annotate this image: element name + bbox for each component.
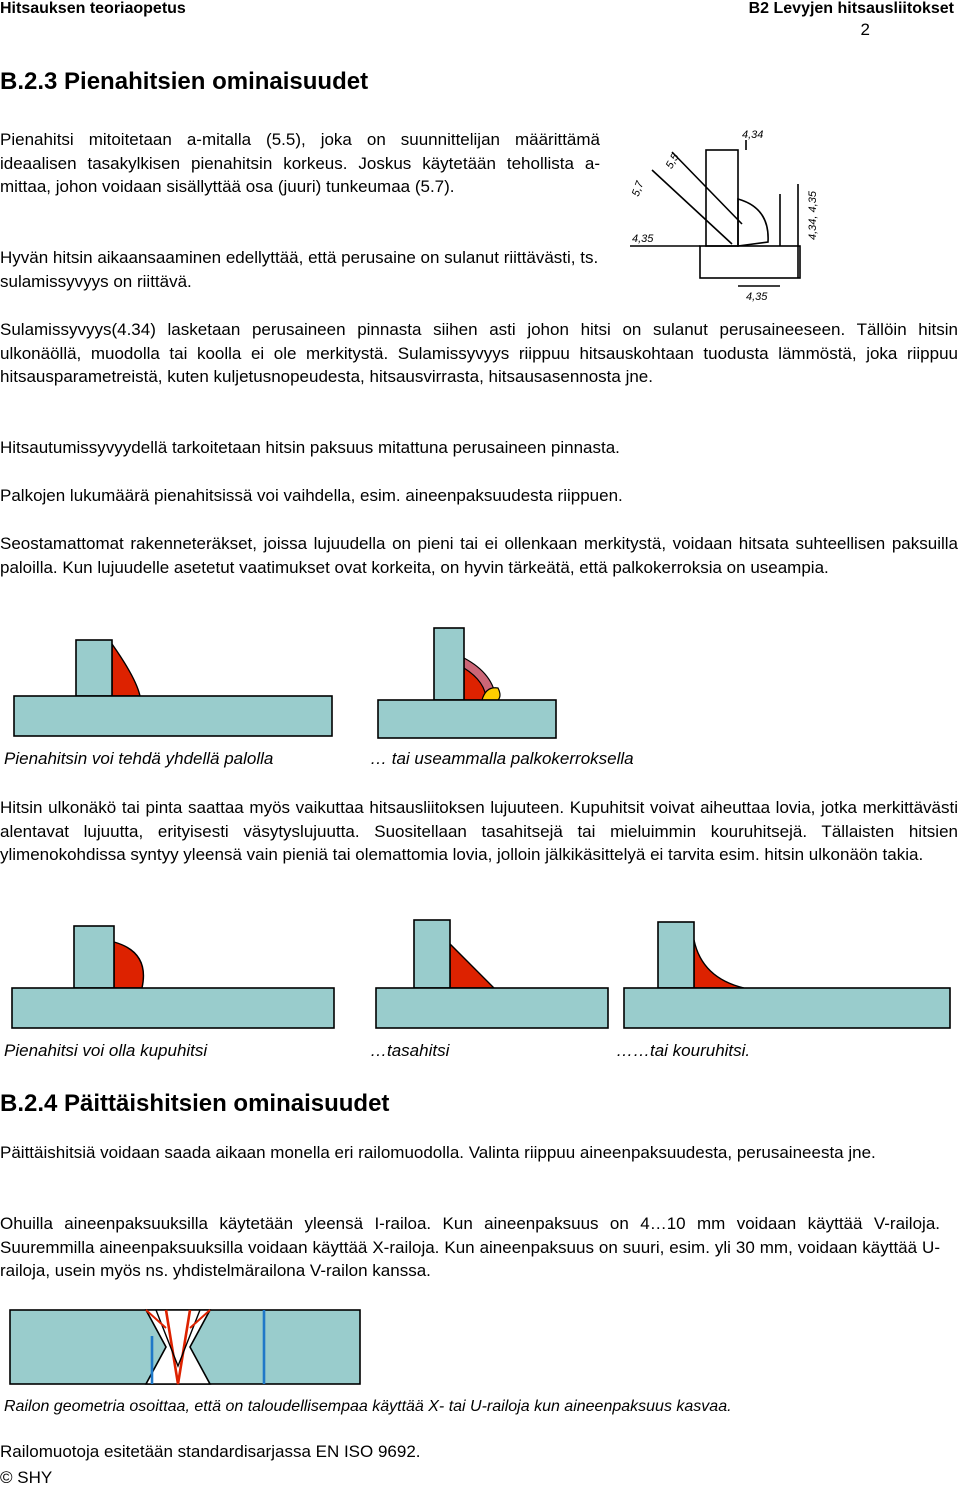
caption-flat: …tasahitsi [370, 1041, 450, 1060]
paragraph-fusion-requirement: Hyvän hitsin aikaansaaminen edellyttää, että perusaine on sulanut riittävästi, ts. sulamissyvyys on riittävä. [0, 248, 599, 291]
paragraph-fusion-depth: Sulamissyvyys(4.34) lasketaan perusaineen pinnasta siihen asti johon hitsi on sulanut perusaineeseen. Tällöin hitsin ulkonäöllä, muodolla tai koolla ei ole merkitystä. Sulamissyvyys riippuu hitsauskohtaan tuodusta lämmöstä, joka riippuu hitsausparametreistä, kuten kuljetusnopeudesta, hitsausvirrasta, hitsausasennosta jne. [0, 320, 958, 386]
paragraph-a-measure: Pienahitsi mitoitetaan a-mitalla (5.5), joka on suunnittelijan määrittämä ideaalisen tasakylkisen pienahitsin korkeus. Joskus käytetään tehollista a-mittaa, johon voidaan sisällyttää osa (juuri) tunkeumaa (5.7). [0, 130, 600, 196]
dim-label-5-5: 5,5 [663, 151, 682, 171]
paragraph-penetration-depth: Hitsautumissyvyydellä tarkoitetaan hitsin paksuus mitattuna perusaineen pinnasta. [0, 438, 620, 457]
paragraph-bead-count: Palkojen lukumäärä pienahitsissä voi vaihdella, esim. aineenpaksuudesta riippuen. [0, 486, 623, 505]
paragraph-groove-shapes: Päittäishitsiä voidaan saada aikaan monella eri railomuodolla. Valinta riippuu aineenpaksuudesta, perusaineesta jne. [0, 1143, 876, 1162]
single-pass-fillet-figure [8, 636, 338, 740]
dim-label-4-35-bottom: 4,35 [746, 291, 768, 303]
dim-label-4-35-left: 4,35 [632, 233, 654, 245]
header-left: Hitsauksen teoriaopetus [0, 0, 186, 17]
concave-fillet-figure [620, 918, 954, 1032]
header-right: B2 Levyjen hitsausliitokset [748, 0, 954, 17]
paragraph-groove-thickness: Ohuilla aineenpaksuuksilla käytetään yleensä I-railoa. Kun aineenpaksuus on 4…10 mm voidaan käyttää V-railoja. Suuremmilla aineenpaksuuksilla voidaan käyttää X-railoja. Kun aineenpaksuus on suuri, esim. yli 30 mm, voidaan käyttää U-railoja, usein myös ns. yhdistelmärailona V-railon kanssa. [0, 1214, 940, 1280]
section-heading-butt: B.2.4 Päittäishitsien ominaisuudet [0, 1090, 390, 1117]
copyright: © SHY [0, 1468, 53, 1487]
caption-multi-pass: … tai useammalla palkokerroksella [370, 749, 634, 768]
dim-label-4-34-4-35: 4,34, 4,35 [807, 191, 819, 240]
caption-single-pass: Pienahitsin voi tehdä yhdellä palolla [4, 749, 274, 768]
dim-label-5-7: 5,7 [629, 179, 647, 199]
paragraph-unalloyed-steels: Seostamattomat rakenneteräkset, joissa lujuudella on pieni tai ei ollenkaan merkitystä, voidaan hitsata suhteellisen paksuilla paloilla. Kun lujuudelle asetetut vaatimukset ovat korkeita, on hyvin tärkeätä, että palkokerroksia on useampia. [0, 534, 958, 577]
standard-reference: Railomuotoja esitetään standardisarjassa EN ISO 9692. [0, 1442, 421, 1461]
convex-fillet-figure [8, 922, 338, 1032]
paragraph-weld-appearance: Hitsin ulkonäkö tai pinta saattaa myös vaikuttaa hitsausliitoksen lujuuteen. Kupuhitsit voivat aiheuttaa lovia, jotka merkittävästi alentavat lujuutta, erityisesti väsytyslujuutta. Suositellaan tasahitsejä tai mieluimmin kouruhitsejä. Tällaisten hitsien ylimenokohdissa syntyy yleensä vain pieniä tai olemattomia lovia, jolloin jälkikäsittelyä ei tarvita esim. hitsin ulkonäön takia. [0, 798, 958, 864]
page-number: 2 [860, 20, 870, 39]
caption-convex: Pienahitsi voi olla kupuhitsi [4, 1041, 208, 1060]
caption-groove-geometry: Railon geometria osoittaa, että on taloudellisempaa käyttää X- tai U-railoja kun aineenpaksuus kasvaa. [4, 1398, 732, 1415]
section-heading-fillet: B.2.3 Pienahitsien ominaisuudet [0, 68, 369, 95]
groove-geometry-figure [6, 1306, 366, 1388]
caption-concave: ……tai kouruhitsi. [616, 1041, 751, 1060]
multi-pass-fillet-figure [372, 624, 564, 742]
flat-fillet-figure [372, 916, 612, 1032]
dim-label-4-34-top: 4,34 [742, 129, 764, 141]
fillet-weld-dimension-figure [620, 124, 835, 308]
